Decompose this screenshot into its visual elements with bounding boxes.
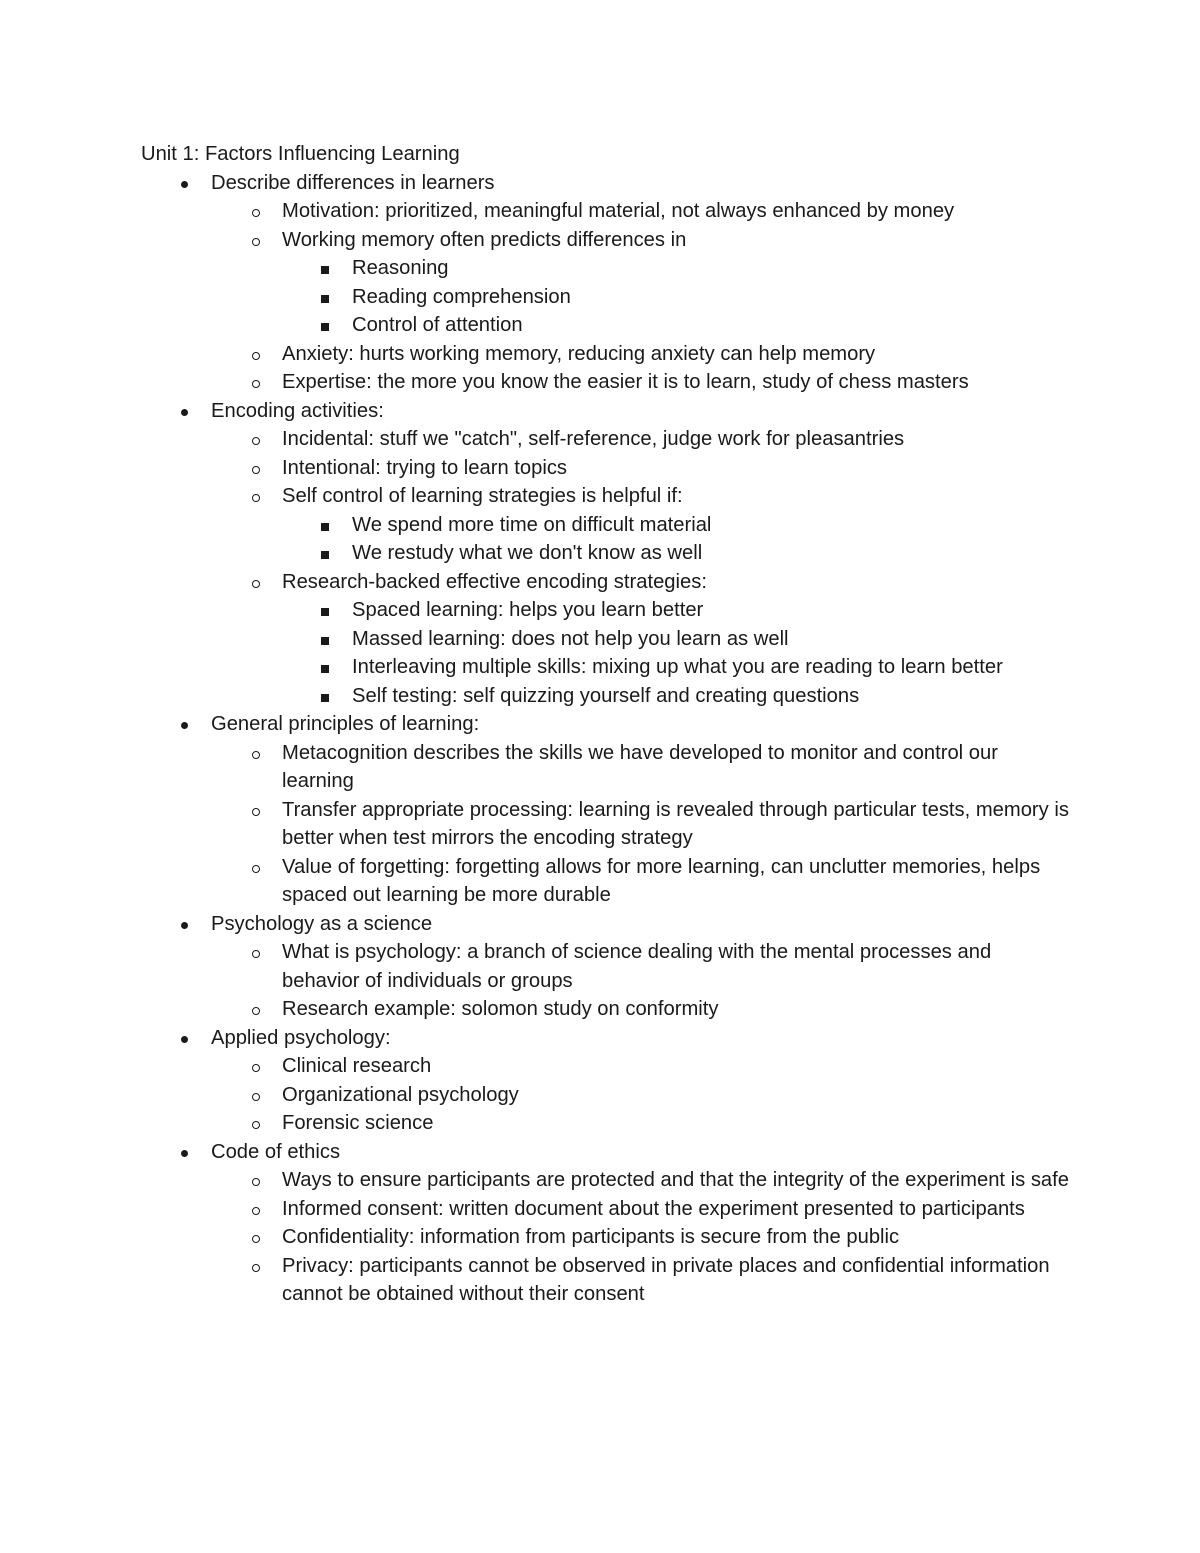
sub-list xyxy=(211,938,1071,1024)
sub-item xyxy=(211,226,1071,340)
sub-list xyxy=(211,197,1071,397)
hollow-circle-bullet-icon xyxy=(252,1093,260,1101)
sub-item xyxy=(211,1052,1071,1081)
hollow-circle-bullet-icon xyxy=(252,580,260,588)
sub-sub-item xyxy=(282,682,1071,711)
hollow-circle-bullet-icon xyxy=(252,865,260,873)
square-bullet-icon xyxy=(321,295,329,303)
hollow-circle-bullet-icon xyxy=(252,1235,260,1243)
outline-item-text: Code of ethics xyxy=(211,1140,341,1163)
sub-sub-item xyxy=(282,625,1071,654)
filled-circle-bullet-icon xyxy=(181,409,188,416)
hollow-circle-bullet-icon xyxy=(252,494,260,502)
sub-item xyxy=(211,1223,1071,1252)
sub-item-text: Intentional: trying to learn topics xyxy=(282,456,568,479)
hollow-circle-bullet-icon xyxy=(252,808,260,816)
outline-item-text: Psychology as a science xyxy=(211,912,433,935)
sub-item xyxy=(211,1195,1071,1224)
sub-item-text: Incidental: stuff we "catch", self-reference, judge work for pleasantries xyxy=(282,428,905,450)
square-bullet-icon xyxy=(321,551,329,559)
outline-item-text: Applied psychology: xyxy=(211,1026,391,1049)
sub-item xyxy=(211,568,1071,711)
sub-sub-item-text: We restudy what we don't know as well xyxy=(352,542,703,564)
hollow-circle-bullet-icon xyxy=(252,751,260,759)
sub-sub-item-text: Control of attention xyxy=(352,314,523,336)
sub-item xyxy=(211,1166,1071,1195)
sub-list xyxy=(211,1166,1071,1309)
sub-sub-item xyxy=(282,596,1071,625)
hollow-circle-bullet-icon xyxy=(252,1064,260,1072)
sub-list xyxy=(211,425,1071,710)
hollow-circle-bullet-icon xyxy=(252,380,260,388)
filled-circle-bullet-icon xyxy=(181,1036,188,1043)
sub-item xyxy=(211,938,1071,995)
square-bullet-icon xyxy=(321,637,329,645)
sub-item-text: Research-backed effective encoding strategies: xyxy=(282,570,707,593)
square-bullet-icon xyxy=(321,523,329,531)
sub-item xyxy=(211,482,1071,568)
hollow-circle-bullet-icon xyxy=(252,238,260,246)
sub-item xyxy=(211,853,1071,910)
page-title: Unit 1: Factors Influencing Learning xyxy=(141,143,460,165)
outline-item xyxy=(141,169,1071,397)
sub-item-text: Expertise: the more you know the easier it is to learn, study of chess masters xyxy=(282,371,969,393)
sub-item xyxy=(211,1252,1071,1309)
hollow-circle-bullet-icon xyxy=(252,1007,260,1015)
filled-circle-bullet-icon xyxy=(181,922,188,929)
sub-item-text: Confidentiality: information from participants is secure from the public xyxy=(282,1226,900,1248)
sub-item xyxy=(211,425,1071,454)
sub-item-text: Privacy: participants cannot be observed in private places and confidential information cannot be obtained without their consent xyxy=(282,1254,1050,1305)
outline-list xyxy=(141,169,1071,1309)
sub-item-text: Ways to ensure participants are protected and that the integrity of the experiment is safe xyxy=(282,1169,1069,1191)
sub-sub-item xyxy=(282,283,1071,312)
filled-circle-bullet-icon xyxy=(181,181,188,188)
document-body xyxy=(141,140,1071,1309)
outline-item-text: Describe differences in learners xyxy=(211,171,495,194)
sub-sub-item-text: Spaced learning: helps you learn better xyxy=(352,599,704,621)
sub-item-text: Metacognition describes the skills we have developed to monitor and control our learning xyxy=(282,741,998,792)
hollow-circle-bullet-icon xyxy=(252,437,260,445)
sub-item-text: Motivation: prioritized, meaningful material, not always enhanced by money xyxy=(282,200,955,222)
outline-item xyxy=(141,910,1071,1024)
sub-sub-item-text: Reasoning xyxy=(352,257,449,279)
sub-sub-item xyxy=(282,254,1071,283)
outline-item-text: General principles of learning: xyxy=(211,713,480,735)
sub-item xyxy=(211,454,1071,483)
sub-list xyxy=(211,1052,1071,1138)
square-bullet-icon xyxy=(321,608,329,616)
hollow-circle-bullet-icon xyxy=(252,466,260,474)
sub-sub-item-text: We spend more time on difficult material xyxy=(352,513,712,536)
square-bullet-icon xyxy=(321,665,329,673)
sub-item-text: Transfer appropriate processing: learning is revealed through particular tests, memory is better when test mirrors the encoding strategy xyxy=(282,798,1069,849)
hollow-circle-bullet-icon xyxy=(252,950,260,958)
sub-item xyxy=(211,1081,1071,1110)
sub-sub-item xyxy=(282,511,1071,540)
sub-sub-item xyxy=(282,653,1071,682)
sub-item-text: Anxiety: hurts working memory, reducing anxiety can help memory xyxy=(282,342,876,365)
sub-sub-item-text: Massed learning: does not help you learn as well xyxy=(352,627,789,650)
outline-item-text: Encoding activities: xyxy=(211,399,384,422)
sub-item-text: Forensic science xyxy=(282,1112,434,1134)
sub-item-text: Value of forgetting: forgetting allows for more learning, can unclutter memories, helps spaced out learning be more durable xyxy=(282,855,1041,906)
hollow-circle-bullet-icon xyxy=(252,1207,260,1215)
sub-sub-item xyxy=(282,311,1071,340)
hollow-circle-bullet-icon xyxy=(252,209,260,217)
sub-sub-item-text: Reading comprehension xyxy=(352,285,571,308)
sub-item xyxy=(211,796,1071,853)
sub-item-text: Working memory often predicts differences in xyxy=(282,228,687,251)
sub-item xyxy=(211,368,1071,397)
outline-item xyxy=(141,1024,1071,1138)
hollow-circle-bullet-icon xyxy=(252,1264,260,1272)
hollow-circle-bullet-icon xyxy=(252,1178,260,1186)
outline-item xyxy=(141,1138,1071,1309)
hollow-circle-bullet-icon xyxy=(252,352,260,360)
sub-item xyxy=(211,995,1071,1024)
sub-sub-item xyxy=(282,539,1071,568)
sub-list xyxy=(211,739,1071,910)
hollow-circle-bullet-icon xyxy=(252,1121,260,1129)
sub-item xyxy=(211,197,1071,226)
filled-circle-bullet-icon xyxy=(181,722,188,729)
sub-sub-list xyxy=(282,511,1071,568)
sub-item xyxy=(211,1109,1071,1138)
square-bullet-icon xyxy=(321,266,329,274)
filled-circle-bullet-icon xyxy=(181,1150,188,1157)
sub-item xyxy=(211,340,1071,369)
sub-item-text: Research example: solomon study on conformity xyxy=(282,998,719,1020)
sub-sub-list xyxy=(282,254,1071,340)
square-bullet-icon xyxy=(321,323,329,331)
outline-item xyxy=(141,710,1071,910)
sub-item xyxy=(211,739,1071,796)
sub-item-text: Clinical research xyxy=(282,1055,432,1077)
sub-item-text: Organizational psychology xyxy=(282,1083,519,1106)
sub-sub-item-text: Interleaving multiple skills: mixing up what you are reading to learn better xyxy=(352,656,1003,678)
sub-sub-list xyxy=(282,596,1071,710)
sub-item-text: What is psychology: a branch of science dealing with the mental processes and behavior of individuals or groups xyxy=(282,941,992,992)
sub-sub-item-text: Self testing: self quizzing yourself and creating questions xyxy=(352,684,860,707)
square-bullet-icon xyxy=(321,694,329,702)
sub-item-text: Informed consent: written document about the experiment presented to participants xyxy=(282,1197,1025,1220)
sub-item-text: Self control of learning strategies is helpful if: xyxy=(282,485,683,507)
outline-item xyxy=(141,397,1071,711)
